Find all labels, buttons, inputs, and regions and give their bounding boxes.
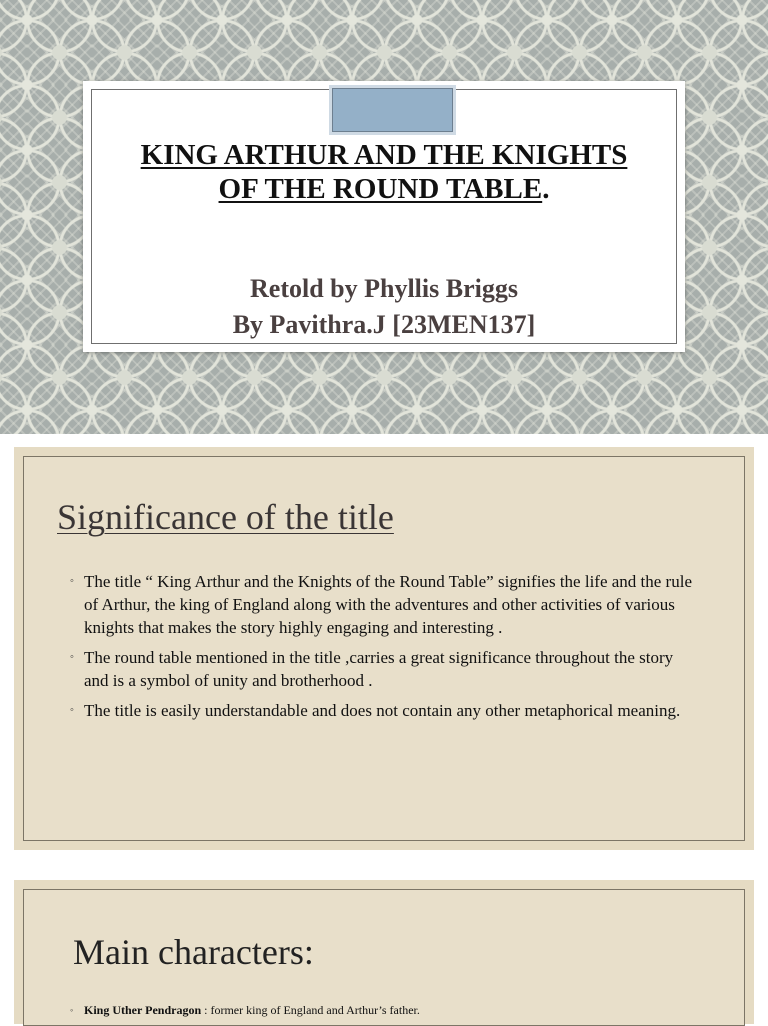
significance-heading: Significance of the title [57,497,394,537]
title-card [83,81,685,352]
bullet-text: The round table mentioned in the title ,carries a great significance throughout the story and is a symbol of unity and brotherhood . [84,648,674,690]
bullet-item [70,699,700,722]
significance-slide-frame [23,456,745,841]
bullet-circle-icon: ◦ [70,704,74,716]
main-title-line2: OF THE ROUND TABLE [218,173,543,205]
bullet-circle-icon: ◦ [70,575,74,587]
main-title-line1: KING ARTHUR AND THE KNIGHTS [140,139,628,171]
significance-slide [14,447,754,850]
bullet-item [70,570,700,639]
bullet-text: The title is easily understandable and does not contain any other metaphorical meaning. [84,701,681,720]
bullet-item [70,646,700,692]
subtitle-author: Retold by Phyllis Briggs [250,274,518,303]
characters-slide [14,880,754,1024]
character-name: King Uther Pendragon [84,1003,202,1017]
decorative-tab [332,88,453,132]
characters-slide-frame [23,889,745,1026]
bullet-circle-icon: ◦ [70,1005,74,1015]
bullet-circle-icon: ◦ [70,651,74,663]
list-item [70,1002,420,1018]
character-description: : former king of England and Arthur’s father. [201,1003,420,1017]
title-slide [0,0,768,434]
characters-heading: Main characters: [73,932,314,972]
bullet-text: The title “ King Arthur and the Knights of the Round Table” signifies the life and the rule of Arthur, the king of England along with the adventures and other activities of various knights that makes the story highly engaging and interesting . [84,572,692,637]
main-title-suffix: . [542,173,550,205]
subtitle-presenter: By Pavithra.J [23MEN137] [232,310,536,339]
characters-list [70,1002,420,1018]
main-title [92,138,676,206]
significance-bullet-list [70,570,700,729]
title-card-frame [91,89,677,344]
